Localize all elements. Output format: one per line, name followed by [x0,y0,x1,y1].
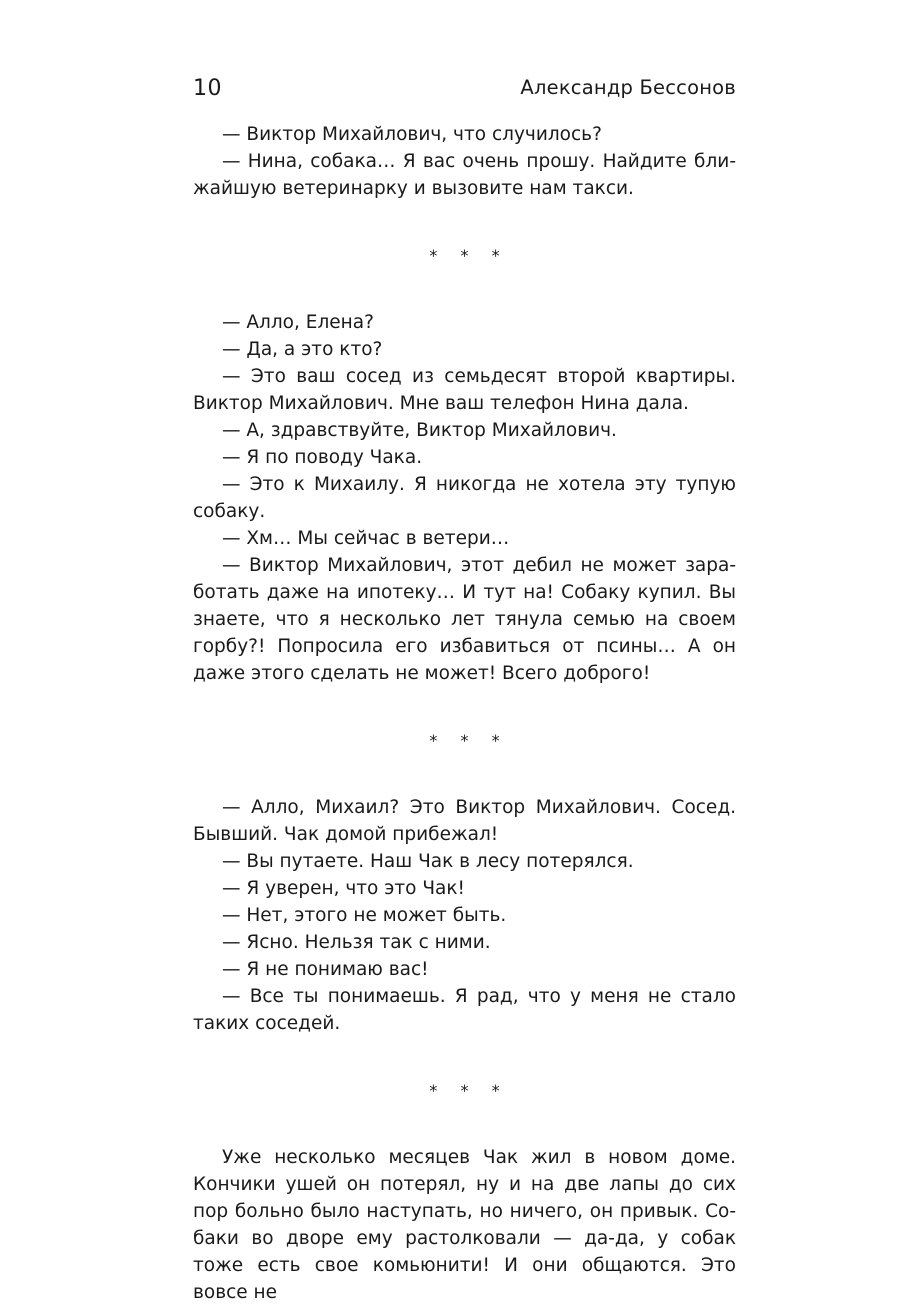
page-number: 10 [193,76,222,101]
narrative-paragraph: Уже несколько месяцев Чак жил в новом доме. Кончики ушей он потерял, ну и на две лапы до сих пор больно было наступать, но ничего, он привык. Со-баки во дворе ему растолковали — да-да, у собак тоже есть свое комьюнити! И они общаются. Это вовсе не [193,1147,736,1303]
section-4 [193,1144,736,1306]
dialogue-line: — Виктор Михайлович, что случилось? [222,124,602,145]
body-text [193,121,736,1306]
dialogue-line: — Нина, собака… Я вас очень прошу. Найдите бли-жайшую ветеринарку и вызовите нам такси. [193,151,736,199]
section-separator: * * * [429,1081,509,1100]
running-head-author: Александр Бессонов [520,76,736,99]
dialogue-line: — А, здравствуйте, Виктор Михайлович. [222,420,617,441]
dialogue-line: — Это ваш сосед из семьдесят второй квартиры. Виктор Михайлович. Мне ваш телефон Нина дала. [193,366,736,414]
dialogue-line: — Все ты понимаешь. Я рад, что у меня не стало таких соседей. [193,986,736,1034]
dialogue-line: — Да, а это кто? [222,339,383,360]
section-3 [193,794,736,1037]
dialogue-line: — Вы путаете. Наш Чак в лесу потерялся. [222,851,634,872]
section-separator: * * * [429,246,509,265]
dialogue-line: — Я уверен, что это Чак! [222,878,465,899]
dialogue-line: — Это к Михаилу. Я никогда не хотела эту тупую собаку. [193,474,736,522]
dialogue-line: — Я не понимаю вас! [222,959,429,980]
dialogue-line: — Алло, Михаил? Это Виктор Михайлович. Сосед. Бывший. Чак домой прибежал! [193,797,736,845]
dialogue-line: — Хм… Мы сейчас в ветери… [222,528,510,549]
section-separator: * * * [429,731,509,750]
dialogue-line: — Ясно. Нельзя так с ними. [222,932,491,953]
dialogue-line: — Нет, этого не может быть. [222,905,507,926]
dialogue-line: — Виктор Михайлович, этот дебил не может зара-ботать даже на ипотеку… И тут на! Собаку купил. Вы знаете, что я несколько лет тянула семью на своем горбу?! Попросила его избавиться от псины… А он даже этого сделать не может! Всего доброго! [193,555,736,684]
section-1 [193,121,736,202]
dialogue-line: — Я по поводу Чака. [222,447,423,468]
section-2 [193,309,736,687]
dialogue-line: — Алло, Елена? [222,312,374,333]
